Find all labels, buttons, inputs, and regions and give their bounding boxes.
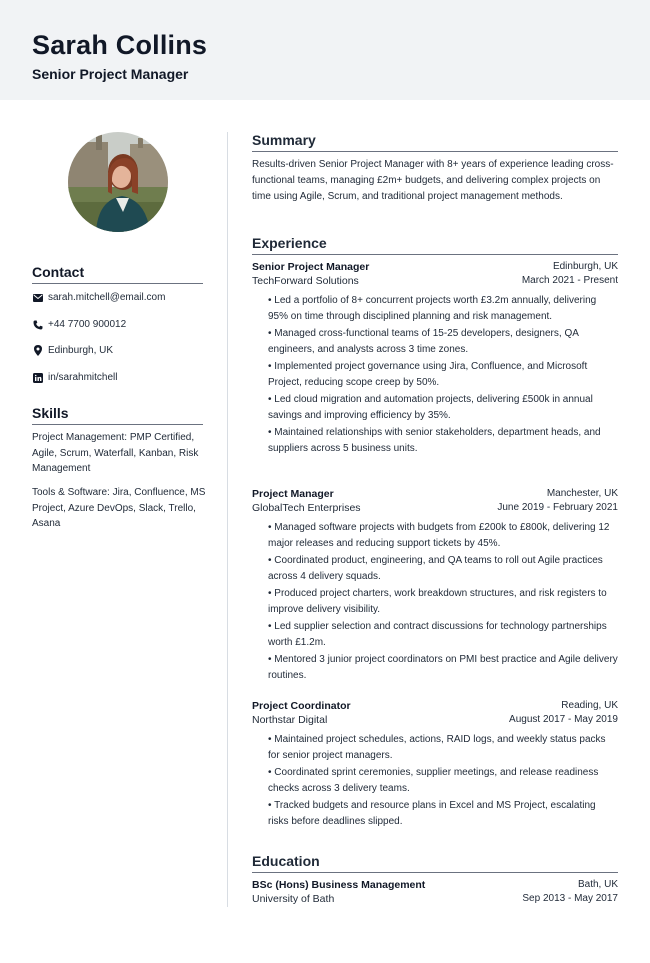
contact-email-text: sarah.mitchell@email.com: [48, 292, 166, 303]
education-heading: Education: [252, 853, 618, 873]
job-bullet: • Led cloud migration and automation projects, delivering £500k in annual savings and improving efficiency by 35%.: [268, 394, 593, 421]
resume-header: [0, 0, 650, 100]
contact-linkedin-text: in/sarahmitchell: [48, 372, 118, 383]
job-company: TechForward Solutions: [252, 275, 359, 287]
summary-heading: Summary: [252, 132, 618, 152]
candidate-name: Sarah Collins: [32, 30, 208, 60]
job-entry-pm: [252, 487, 618, 685]
job-bullet: • Maintained relationships with senior stakeholders, department heads, and suppliers across 5 business units.: [268, 427, 601, 454]
job-bullet: • Led a portfolio of 8+ concurrent projects worth £3.2m annually, delivering 95% on time through disciplined planning and risk management.: [268, 295, 597, 322]
job-location: Manchester, UK: [546, 488, 618, 499]
job-location: Reading, UK: [561, 700, 618, 711]
job-bullet: • Managed software projects with budgets from £200k to £800k, delivering 12 major releases and reducing support tickets by 45%.: [268, 522, 610, 549]
contact-phone-text: +44 7700 900012: [48, 319, 127, 330]
job-bullet: • Produced project charters, work breakdown structures, and risk registers to improve delivery visibility.: [268, 588, 607, 615]
job-bullet: • Maintained project schedules, actions, RAID logs, and weekly status packs for senior project managers.: [268, 734, 606, 761]
job-bullet: • Led supplier selection and contract discussions for technology partnerships worth £1.2m.: [268, 621, 607, 648]
job-location: Edinburgh, UK: [552, 261, 618, 272]
job-entry-coordinator: [252, 699, 618, 831]
job-company: Northstar Digital: [252, 714, 328, 726]
job-dates: August 2017 - May 2019: [509, 714, 618, 725]
contact-email[interactable]: [32, 292, 165, 303]
job-company: GlobalTech Enterprises: [252, 502, 361, 514]
job-title: Senior Project Manager: [252, 261, 370, 273]
job-entry-senior-pm: [252, 260, 618, 458]
candidate-title: Senior Project Manager: [32, 66, 189, 82]
job-bullet: • Tracked budgets and resource plans in Excel and MS Project, escalating risks before deadlines slipped.: [268, 800, 596, 827]
job-bullet: • Implemented project governance using Jira, Confluence, and Microsoft Project, reducing scope creep by 50%.: [268, 361, 588, 388]
job-bullet: • Coordinated sprint ceremonies, supplier meetings, and release readiness checks across 3 delivery teams.: [268, 767, 599, 794]
job-title: Project Manager: [252, 488, 334, 500]
job-bullet: • Managed cross-functional teams of 15-25 developers, designers, QA engineers, and analysts across 3 time zones.: [268, 328, 579, 355]
column-divider: [227, 132, 228, 907]
summary-text: Results-driven Senior Project Manager with 8+ years of experience leading cross-functional teams, managing £2m+ budgets, and delivering complex projects on time using Agile, Scrum, and traditional project management methods.: [252, 159, 614, 202]
job-dates: June 2019 - February 2021: [497, 502, 618, 513]
education-degree: BSc (Hons) Business Management: [252, 879, 426, 891]
job-dates: March 2021 - Present: [521, 275, 618, 286]
job-bullet: • Mentored 3 junior project coordinators on PMI best practice and Agile delivery routines.: [268, 654, 618, 681]
contact-location-text: Edinburgh, UK: [48, 345, 114, 356]
location-pin-icon: [32, 345, 43, 356]
experience-heading: Experience: [252, 235, 618, 255]
skill-group-tools: Tools & Software: Jira, Confluence, MS Project, Azure DevOps, Slack, Trello, Asana: [32, 487, 206, 529]
phone-icon: [32, 319, 43, 330]
contact-phone[interactable]: [32, 319, 126, 330]
skills-heading: Skills: [32, 405, 203, 425]
profile-photo: [68, 132, 168, 232]
education-entry: [252, 878, 618, 906]
job-title: Project Coordinator: [252, 700, 351, 712]
education-school: University of Bath: [252, 893, 335, 905]
mail-icon: [32, 292, 43, 303]
contact-location: [32, 345, 113, 356]
contact-linkedin[interactable]: [32, 372, 117, 383]
contact-heading: Contact: [32, 264, 203, 284]
education-dates: Sep 2013 - May 2017: [522, 893, 618, 904]
linkedin-icon: [32, 372, 43, 383]
education-location: Bath, UK: [577, 879, 618, 890]
job-bullet: • Coordinated product, engineering, and QA teams to roll out Agile practices across 4 delivery squads.: [268, 555, 603, 582]
skill-group-management: Project Management: PMP Certified, Agile, Scrum, Waterfall, Kanban, Risk Management: [32, 432, 199, 474]
